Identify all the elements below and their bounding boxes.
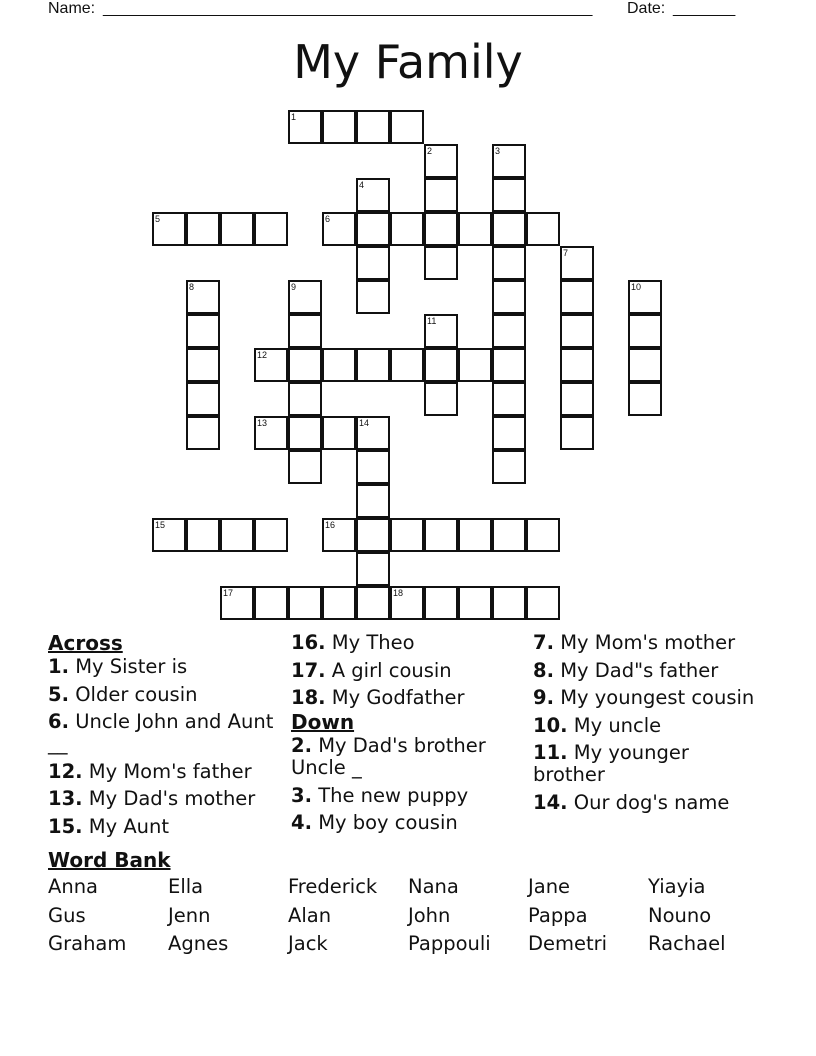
grid-cell[interactable] — [288, 314, 322, 348]
clue-number: 18 — [393, 588, 404, 598]
across-clue: 15. My Aunt — [48, 814, 170, 838]
grid-cell[interactable] — [254, 212, 288, 246]
grid-cell[interactable] — [220, 586, 254, 620]
down-clue: 11. My younger brother — [533, 741, 689, 786]
across-clue: 16. My Theo — [291, 631, 415, 654]
grid-cell[interactable] — [526, 586, 560, 620]
word-bank-word: Agnes — [168, 932, 229, 955]
word-bank-heading: Word Bank — [48, 848, 171, 872]
clues-column-1 — [48, 630, 278, 843]
grid-cell[interactable] — [492, 586, 526, 620]
grid-cell[interactable] — [560, 314, 594, 348]
across-clue: 1. My Sister is — [48, 655, 188, 678]
clue-number: 17 — [223, 588, 234, 598]
grid-cell[interactable] — [390, 586, 424, 620]
clue-number: 3 — [495, 146, 501, 156]
grid-cell[interactable] — [356, 518, 390, 552]
grid-cell[interactable] — [560, 280, 594, 314]
grid-cell[interactable] — [492, 518, 526, 552]
grid-cell[interactable] — [424, 314, 458, 348]
clue-number: 12 — [257, 350, 268, 360]
grid-cell[interactable] — [458, 212, 492, 246]
grid-cell[interactable] — [356, 178, 390, 212]
grid-cell[interactable] — [356, 484, 390, 518]
grid-cell[interactable] — [458, 586, 492, 620]
grid-cell[interactable] — [492, 280, 526, 314]
clue-number: 7 — [563, 248, 569, 258]
grid-cell[interactable] — [560, 348, 594, 382]
down-clue: 8. My Dad"s father — [533, 658, 719, 682]
word-bank-word: Alan — [288, 903, 332, 927]
grid-cell[interactable] — [492, 416, 526, 450]
grid-cell[interactable] — [186, 314, 220, 348]
clues-column-2 — [291, 630, 521, 840]
word-bank-word: Jack — [288, 932, 328, 955]
grid-cell[interactable] — [492, 382, 526, 416]
grid-cell[interactable] — [356, 280, 390, 314]
down-clue: 7. My Mom's mother — [533, 631, 736, 654]
word-bank-word: Graham — [48, 932, 127, 955]
grid-cell[interactable] — [356, 110, 390, 144]
date-field[interactable]: _______ — [673, 0, 736, 17]
across-clue: 17. A girl cousin — [291, 658, 452, 682]
word-bank — [48, 847, 768, 955]
grid-cell[interactable] — [492, 450, 526, 484]
grid-cell[interactable] — [424, 144, 458, 178]
across-clue: 5. Older cousin — [48, 682, 198, 706]
grid-cell[interactable] — [152, 518, 186, 552]
grid-cell[interactable] — [390, 518, 424, 552]
word-bank-word: John — [408, 903, 451, 927]
grid-cell[interactable] — [424, 518, 458, 552]
grid-cell[interactable] — [492, 144, 526, 178]
grid-cell[interactable] — [424, 348, 458, 382]
grid-cell[interactable] — [356, 416, 390, 450]
word-bank-word: Nana — [408, 875, 459, 898]
grid-cell[interactable] — [322, 348, 356, 382]
date-label: Date: — [627, 0, 666, 17]
grid-cell[interactable] — [390, 348, 424, 382]
grid-cell[interactable] — [628, 314, 662, 348]
clue-number: 13 — [257, 418, 268, 428]
grid-cell[interactable] — [492, 212, 526, 246]
grid-cell[interactable] — [356, 212, 390, 246]
word-bank-word: Pappa — [528, 903, 588, 927]
grid-cell[interactable] — [322, 518, 356, 552]
grid-cell[interactable] — [356, 348, 390, 382]
across-heading: Across — [48, 631, 123, 655]
grid-cell[interactable] — [424, 212, 458, 246]
grid-cell[interactable] — [356, 450, 390, 484]
grid-cell[interactable] — [492, 314, 526, 348]
grid-cell[interactable] — [288, 280, 322, 314]
grid-cell[interactable] — [186, 280, 220, 314]
grid-cell[interactable] — [492, 348, 526, 382]
clue-number: 2 — [427, 146, 433, 156]
down-clue: 4. My boy cousin — [291, 811, 458, 834]
grid-cell[interactable] — [390, 212, 424, 246]
clue-number: 8 — [189, 282, 195, 292]
grid-cell[interactable] — [288, 110, 322, 144]
word-bank-word: Pappouli — [408, 932, 491, 955]
clue-number: 4 — [359, 180, 365, 190]
down-clue: 10. My uncle — [533, 713, 662, 737]
word-bank-word: Yiayia — [648, 875, 706, 898]
word-bank-word: Jenn — [168, 903, 211, 927]
page-title: My Family — [293, 35, 523, 89]
clue-number: 9 — [291, 282, 297, 292]
clue-number: 15 — [155, 520, 166, 530]
grid-cell[interactable] — [492, 246, 526, 280]
across-clue: 18. My Godfather — [291, 686, 465, 709]
grid-cell[interactable] — [254, 416, 288, 450]
across-clue: 13. My Dad's mother — [48, 787, 256, 810]
grid-cell[interactable] — [288, 586, 322, 620]
clue-number: 16 — [325, 520, 336, 530]
down-clue: 3. The new puppy — [291, 783, 469, 807]
grid-cell[interactable] — [186, 348, 220, 382]
grid-cell[interactable] — [492, 178, 526, 212]
grid-cell[interactable] — [254, 518, 288, 552]
word-bank-word: Demetri — [528, 932, 608, 955]
name-field[interactable]: _______________________________________________________ — [103, 0, 593, 17]
grid-cell[interactable] — [322, 586, 356, 620]
grid-cell[interactable] — [186, 212, 220, 246]
grid-cell[interactable] — [254, 348, 288, 382]
grid-cell[interactable] — [186, 416, 220, 450]
grid-cell[interactable] — [220, 212, 254, 246]
grid-cell[interactable] — [356, 586, 390, 620]
grid-cell[interactable] — [288, 348, 322, 382]
word-bank-word: Gus — [48, 903, 86, 927]
word-bank-word: Rachael — [648, 932, 726, 955]
grid-cell[interactable] — [458, 348, 492, 382]
grid-cell[interactable] — [288, 382, 322, 416]
grid-cell[interactable] — [356, 246, 390, 280]
grid-cell[interactable] — [560, 246, 594, 280]
grid-cell[interactable] — [560, 416, 594, 450]
grid-cell[interactable] — [458, 518, 492, 552]
clue-number: 6 — [325, 214, 331, 224]
name-label: Name: — [48, 0, 96, 17]
grid-cell[interactable] — [220, 518, 254, 552]
across-clue: 12. My Mom's father — [48, 759, 252, 783]
grid-cell[interactable] — [288, 450, 322, 484]
word-bank-word: Nouno — [648, 903, 712, 927]
grid-cell[interactable] — [322, 212, 356, 246]
clue-number: 1 — [291, 112, 297, 122]
grid-cell[interactable] — [356, 552, 390, 586]
grid-cell[interactable] — [390, 110, 424, 144]
down-heading: Down — [291, 710, 355, 734]
clue-number: 10 — [631, 282, 642, 292]
clue-number: 14 — [359, 418, 370, 428]
grid-cell[interactable] — [526, 212, 560, 246]
grid-cell[interactable] — [628, 382, 662, 416]
grid-cell[interactable] — [424, 382, 458, 416]
grid-cell[interactable] — [628, 280, 662, 314]
clue-number: 5 — [155, 214, 161, 224]
word-bank-word: Anna — [48, 875, 99, 898]
grid-cell[interactable] — [322, 110, 356, 144]
grid-cell[interactable] — [186, 382, 220, 416]
grid-cell[interactable] — [322, 416, 356, 450]
grid-cell[interactable] — [288, 416, 322, 450]
word-bank-word: Jane — [528, 875, 571, 898]
word-bank-word: Frederick — [288, 875, 378, 898]
down-clue: 9. My youngest cousin — [533, 686, 755, 709]
down-clue: 14. Our dog's name — [533, 790, 730, 814]
grid-cell[interactable] — [560, 382, 594, 416]
grid-cell[interactable] — [424, 246, 458, 280]
grid-cell[interactable] — [628, 348, 662, 382]
word-bank-word: Ella — [168, 875, 204, 898]
grid-cell[interactable] — [186, 518, 220, 552]
grid-cell[interactable] — [424, 178, 458, 212]
grid-cell[interactable] — [424, 586, 458, 620]
clue-number: 11 — [427, 316, 437, 326]
across-clue: 6. Uncle John and Aunt __ — [48, 710, 274, 755]
down-clue: 2. My Dad's brother Uncle _ — [291, 734, 486, 779]
grid-cell[interactable] — [152, 212, 186, 246]
clues-column-3 — [533, 630, 758, 819]
grid-cell[interactable] — [526, 518, 560, 552]
grid-cell[interactable] — [254, 586, 288, 620]
